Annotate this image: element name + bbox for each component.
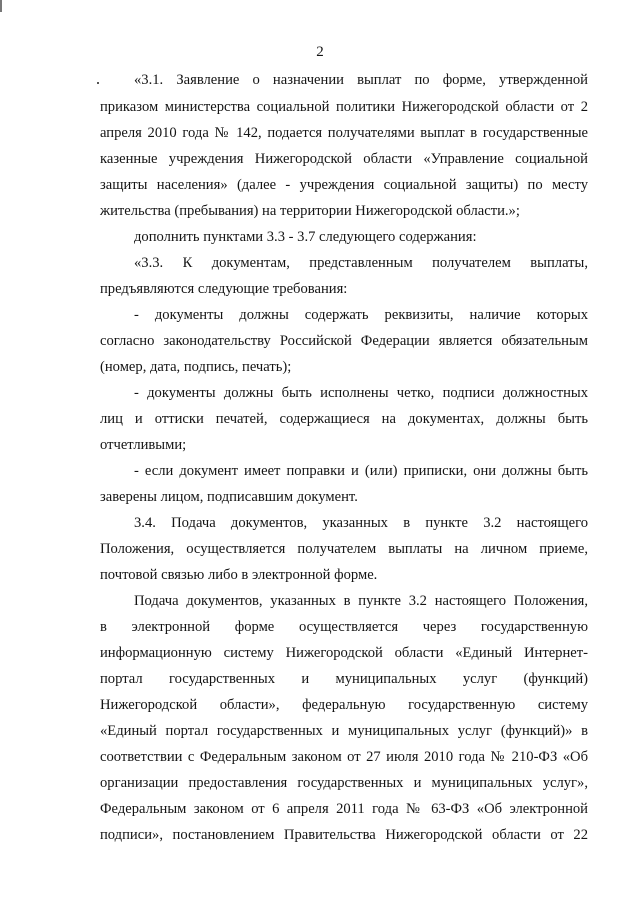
text-line: отчетливыми; xyxy=(100,437,187,453)
text-line: 3.4. Подача документов, указанных в пункте 3.2 настоящего xyxy=(134,515,588,531)
text-line: «3.1. Заявление о назначении выплат по форме, утвержденной xyxy=(134,72,588,88)
text-line: заверены лицом, подписавшим документ. xyxy=(100,489,358,505)
text-line: подписи», постановлением Правительства Нижегородской области от 22 xyxy=(100,827,588,843)
text-line: лиц и оттиски печатей, содержащиеся на документах, должны быть xyxy=(100,411,588,427)
text-line: почтовой связью либо в электронной форме. xyxy=(100,567,378,583)
text-line: защиты населения» (далее - учреждения социальной защиты) по месту xyxy=(100,177,588,193)
text-line: Подача документов, указанных в пункте 3.2 настоящего Положения, xyxy=(134,593,588,609)
text-line: Федеральным законом от 6 апреля 2011 года № 63-ФЗ «Об электронной xyxy=(100,801,588,817)
text-line: Положения, осуществляется получателем выплаты на личном приеме, xyxy=(100,541,588,557)
text-line: «3.3. К документам, представленным получателем выплаты, xyxy=(134,255,588,271)
scan-dot-mark xyxy=(97,82,99,84)
text-line: информационную систему Нижегородской области «Единый Интернет- xyxy=(100,645,588,661)
scan-edge-mark xyxy=(0,0,2,12)
text-line: жительства (пребывания) на территории Нижегородской области.»; xyxy=(100,203,520,219)
text-line: - документы должны быть исполнены четко, подписи должностных xyxy=(134,385,588,401)
text-line: «Единый портал государственных и муниципальных услуг (функций)» в xyxy=(100,723,588,739)
text-line: согласно законодательству Российской Федерации является обязательным xyxy=(100,333,588,349)
text-line: организации предоставления государственных и муниципальных услуг», xyxy=(100,775,588,791)
text-line: казенные учреждения Нижегородской области «Управление социальной xyxy=(100,151,588,167)
text-line: - если документ имеет поправки и (или) приписки, они должны быть xyxy=(134,463,588,479)
text-line: предъявляются следующие требования: xyxy=(100,281,348,297)
text-line: дополнить пунктами 3.3 - 3.7 следующего содержания: xyxy=(134,229,477,245)
page-number: 2 xyxy=(316,44,324,60)
text-line: приказом министерства социальной политики Нижегородской области от 2 xyxy=(100,99,588,115)
text-line: - документы должны содержать реквизиты, наличие которых xyxy=(134,307,588,323)
text-line: соответствии с Федеральным законом от 27 июля 2010 года № 210-ФЗ «Об xyxy=(100,749,588,765)
text-line: в электронной форме осуществляется через государственную xyxy=(100,619,588,635)
text-line: Нижегородской области», федеральную государственную систему xyxy=(100,697,588,713)
text-line: портал государственных и муниципальных услуг (функций) xyxy=(100,671,588,687)
text-line: (номер, дата, подпись, печать); xyxy=(100,359,292,375)
text-line: апреля 2010 года № 142, подается получателями выплат в государственные xyxy=(100,125,588,141)
